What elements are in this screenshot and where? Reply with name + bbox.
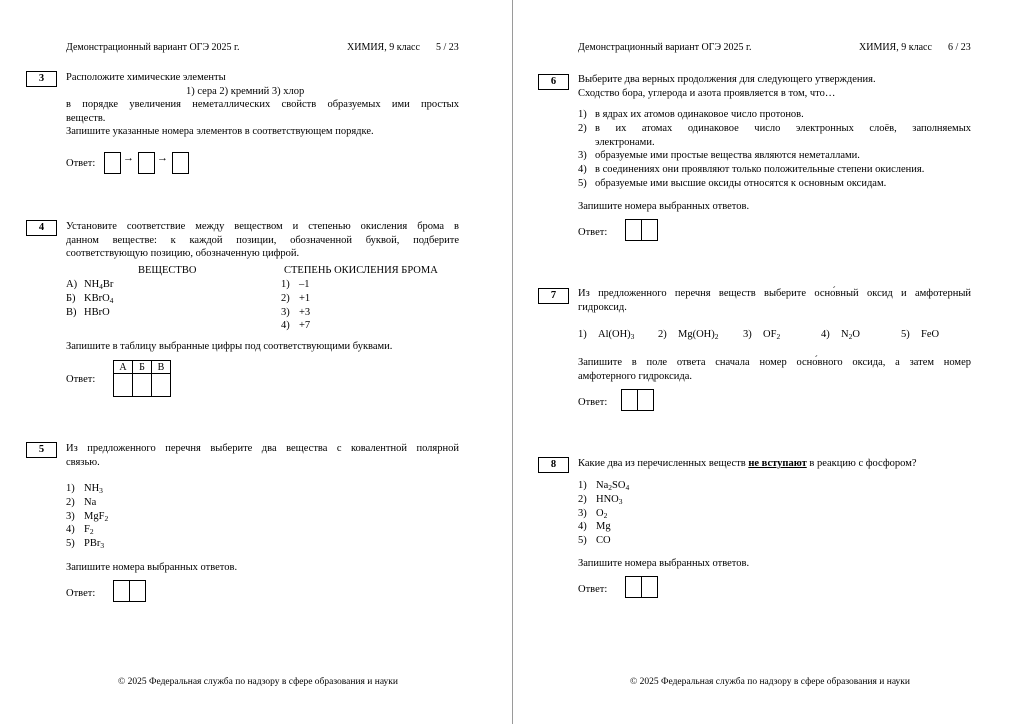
q7-answer-cell-1[interactable] [621, 389, 638, 411]
q5-answer-label: Ответ: [66, 588, 96, 599]
q7-line1: Из предложенного перечня веществ выберите осно́вный оксид и амфотерный [578, 288, 971, 299]
q5-line2: связью. [66, 456, 100, 468]
q4-substance-formula: KBrO$_4$ [84, 292, 114, 305]
q8-option-formula: Mg [596, 521, 611, 533]
q7-instruction-line2: амфотерного гидроксида. [578, 370, 693, 382]
q6-line2: Сходство бора, углерода и азота проявляется в том, что… [578, 87, 836, 99]
q6-option-3 [578, 149, 971, 163]
q8-option-2 [578, 493, 623, 507]
question-6-text [578, 73, 971, 100]
q8-option-1 [578, 479, 629, 493]
q8-option-3 [578, 507, 607, 521]
q4-substance-formula: HBrO [84, 306, 110, 318]
q3-arrow-2: → [157, 152, 168, 164]
q5-option-formula: PBr$_3$ [84, 538, 105, 551]
q8-option-formula: CO [596, 535, 611, 547]
q4-substance-1 [66, 278, 113, 292]
q4-oxidation-value: +7 [299, 320, 311, 332]
q5-option-5 [66, 537, 104, 551]
q5-option-4 [66, 523, 94, 537]
q4-oxidation-state-1 [281, 278, 310, 292]
q6-option-num: 3) [578, 150, 587, 162]
q8-option-formula: $Na_2SO_4$ [596, 480, 630, 492]
q8-answer-cell-2[interactable] [641, 576, 658, 598]
q7-answer-label: Ответ: [578, 397, 608, 408]
q7-option-formula: $Al(OH)_3$ [598, 329, 635, 341]
q7-option-num: 5) [901, 329, 910, 340]
q6-option-1 [578, 108, 971, 122]
q4-line3: соответствующую позицию, обозначенную цифрой. [66, 248, 300, 260]
q6-option-5 [578, 177, 971, 191]
q6-option-num: 1) [578, 109, 587, 120]
q4-oxidation-num: 4) [281, 320, 290, 332]
q3-answer-label: Ответ: [66, 158, 96, 169]
q8-option-formula: $HNO_3$ [596, 493, 623, 506]
q5-option-num: 1) [66, 483, 75, 494]
q3-instruction: Запишите указанные номера элементов в соответствующем порядке. [66, 126, 374, 138]
question-3-text [66, 71, 459, 139]
q4-table-letter-v: В [152, 361, 171, 374]
q6-option-num: 4) [578, 164, 587, 176]
q6-answer-label: Ответ: [578, 227, 608, 238]
q7-option-5 [901, 328, 939, 342]
q4-substance-2 [66, 292, 113, 306]
q5-option-formula: $F_2$ [84, 524, 94, 537]
q7-instruction-line1: Запишите в поле ответа сначала номер осно́вного оксида, а затем номер [578, 357, 971, 368]
q7-option-num: 1) [578, 329, 587, 340]
q4-line2: данном веществе: к каждой позиции, обозначенной буквой, подберите [66, 234, 459, 246]
q8-option-4 [578, 520, 611, 534]
q5-option-num: 4) [66, 524, 75, 536]
question-number-7: 7 [538, 288, 569, 304]
q3-answer-cell-3[interactable] [172, 152, 189, 174]
question-number-3: 3 [26, 71, 57, 87]
q8-option-5 [578, 534, 611, 548]
header-page-number: 5 / 23 [436, 42, 459, 53]
right-page [512, 0, 1024, 724]
q5-option-1 [66, 482, 103, 496]
q5-option-formula: Na [84, 496, 97, 508]
q7-option-1 [578, 328, 634, 342]
q4-oxidation-value: +3 [299, 306, 311, 318]
q5-option-num: 5) [66, 538, 75, 550]
q3-elements: 1) сера 2) кремний 3) хлор [186, 85, 305, 97]
q8-option-num: 4) [578, 521, 587, 533]
q8-option-num: 3) [578, 507, 587, 519]
q8-instruction: Запишите номера выбранных ответов. [578, 558, 750, 569]
q4-oxidation-value: +1 [299, 292, 311, 304]
q5-option-num: 2) [66, 496, 75, 508]
q4-table-letter-a: А [114, 361, 133, 374]
header-subject: ХИМИЯ, 9 класс [347, 42, 420, 53]
q5-answer-cell-1[interactable] [113, 580, 130, 602]
question-number-4: 4 [26, 220, 57, 236]
q4-oxidation-state-2 [281, 292, 310, 306]
q6-instruction: Запишите номера выбранных ответов. [578, 201, 750, 212]
q4-answer-cell-b[interactable] [133, 374, 152, 397]
q8-text-after: в реакцию с фосфором? [806, 458, 917, 469]
footer-right: © 2025 Федеральная служба по надзору в сфере образования и науки [630, 677, 911, 687]
q4-table-letter-b: Б [133, 361, 152, 374]
q8-option-num: 2) [578, 493, 587, 505]
q3-arrow-1: → [123, 152, 134, 164]
q8-text-emphasis: не вступают [748, 458, 807, 469]
question-number-6: 6 [538, 74, 569, 90]
q4-col-left-header: ВЕЩЕСТВО [138, 265, 197, 276]
q4-answer-label: Ответ: [66, 374, 96, 385]
q5-line1: Из предложенного перечня выберите два вещества с ковалентной полярной [66, 443, 459, 454]
q4-substance-3 [66, 306, 110, 320]
question-5-text [66, 442, 459, 469]
q8-option-formula: $O_2$ [596, 507, 608, 520]
question-number-8: 8 [538, 457, 569, 473]
header-exam: Демонстрационный вариант ОГЭ 2025 г. [66, 42, 240, 53]
q8-text-before: Какие два из перечисленных веществ [578, 458, 749, 469]
q7-option-num: 4) [821, 329, 830, 340]
q8-option-num: 1) [578, 480, 587, 491]
q6-option-num: 2) [578, 122, 587, 134]
q8-answer-cell-1[interactable] [625, 576, 642, 598]
q3-line1: Расположите химические элементы [66, 72, 226, 83]
q7-answer-cell-2[interactable] [637, 389, 654, 411]
q6-option-2 [578, 122, 971, 136]
q6-option-text: образуемые ими простые вещества являются неметаллами. [595, 150, 860, 162]
q8-answer-label: Ответ: [578, 584, 608, 595]
q7-option-3 [743, 328, 780, 342]
q3-answer-cell-2[interactable] [138, 152, 155, 174]
q4-oxidation-value: –1 [299, 279, 310, 290]
q7-option-formula: $Mg(OH)_2$ [678, 329, 719, 341]
q4-oxidation-num: 3) [281, 306, 290, 318]
q4-instruction: Запишите в таблицу выбранные цифры под соответствующими буквами. [66, 341, 393, 352]
footer-left: © 2025 Федеральная служба по надзору в сфере образования и науки [118, 677, 399, 687]
q3-line3: в порядке увеличения неметаллических свойств образуемых ими простых [66, 99, 459, 111]
q7-option-formula: $N_2O$ [841, 329, 860, 341]
q6-option-4 [578, 163, 971, 177]
q7-option-2 [658, 328, 719, 342]
q7-option-formula: FeO [921, 329, 940, 340]
header-page-number-right: 6 / 23 [948, 42, 971, 53]
q4-oxidation-state-4 [281, 319, 310, 333]
q5-instruction: Запишите номера выбранных ответов. [66, 562, 238, 573]
q4-substance-letter: Б) [66, 292, 76, 304]
q4-substance-letter: А) [66, 279, 78, 290]
q7-option-num: 2) [658, 329, 667, 340]
q4-line1: Установите соответствие между веществом и степенью окисления брома в [66, 221, 459, 232]
header-exam-right: Демонстрационный вариант ОГЭ 2025 г. [578, 42, 752, 53]
q4-oxidation-state-3 [281, 306, 310, 320]
q5-option-num: 3) [66, 510, 75, 522]
q4-answer-table [113, 360, 171, 397]
q7-option-formula: $OF_2$ [763, 329, 781, 341]
q4-substance-formula: $NH_4Br$ [84, 279, 114, 291]
q4-substance-letter: В) [66, 306, 77, 318]
q5-option-3 [66, 510, 108, 524]
q8-option-num: 5) [578, 535, 587, 547]
q7-instruction [578, 356, 971, 383]
q6-option-text: в соединениях они проявляют только положительные степени окисления. [595, 164, 925, 176]
q6-line1: Выберите два верных продолжения для следующего утверждения. [578, 74, 876, 85]
q6-option-num: 5) [578, 178, 587, 189]
q3-answer-cell-1[interactable] [104, 152, 121, 174]
q4-oxidation-num: 1) [281, 279, 290, 290]
q3-line4: веществ. [66, 112, 106, 124]
q7-option-num: 3) [743, 329, 752, 340]
q4-answer-cell-v[interactable] [152, 374, 171, 397]
q5-option-formula: $NH_3$ [84, 483, 103, 495]
q5-option-formula: MgF$_2$ [84, 510, 109, 523]
header-subject-right: ХИМИЯ, 9 класс [859, 42, 932, 53]
q7-line2: гидроксид. [578, 301, 627, 313]
q4-oxidation-num: 2) [281, 292, 290, 304]
q4-col-right-header: СТЕПЕНЬ ОКИСЛЕНИЯ БРОМА [284, 265, 438, 276]
q6-option-continuation: электронами. [595, 136, 655, 148]
question-4-text [66, 220, 459, 261]
q6-answer-cell-2[interactable] [641, 219, 658, 241]
q6-option-text: в их атомах одинаковое число электронных слоёв, заполняемых [595, 122, 971, 134]
q4-answer-cell-a[interactable] [114, 374, 133, 397]
q6-option-text: в ядрах их атомов одинаковое число протонов. [595, 109, 804, 120]
q5-option-2 [66, 496, 96, 510]
question-8-text [578, 457, 971, 471]
q6-answer-cell-1[interactable] [625, 219, 642, 241]
q7-option-4 [821, 328, 860, 342]
question-7-text [578, 287, 971, 314]
q5-answer-cell-2[interactable] [129, 580, 146, 602]
question-number-5: 5 [26, 442, 57, 458]
q6-option-text: образуемые ими высшие оксиды относятся к основным оксидам. [595, 178, 887, 189]
